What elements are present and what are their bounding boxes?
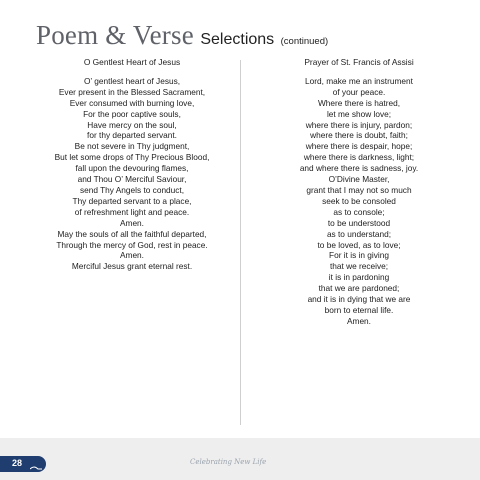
prayer-line: born to eternal life. <box>324 304 394 315</box>
prayer-line: and where there is sadness, joy. <box>299 163 419 174</box>
prayer-line: to be loved, as to love; <box>317 239 401 250</box>
poem-line: send Thy Angels to conduct, <box>79 184 185 195</box>
poem-line: Merciful Jesus grant eternal rest. <box>71 261 193 272</box>
prayer-line: where there is despair, hope; <box>305 141 413 152</box>
poem-line: Through the mercy of God, rest in peace. <box>56 239 208 250</box>
prayer-line: where there is darkness, light; <box>303 152 415 163</box>
prayer-line: to be understood <box>327 217 391 228</box>
poem-line: Be not severe in Thy judgment, <box>74 141 190 152</box>
prayer-line: where there is doubt, faith; <box>310 130 408 141</box>
left-poem-heading: O Gentlest Heart of Jesus <box>83 57 181 67</box>
poem-line: and Thou O’ Merciful Saviour, <box>77 174 187 185</box>
prayer-line: O’Divine Master, <box>328 174 390 185</box>
poem-line: of refreshment light and peace. <box>74 206 190 217</box>
poem-line: May the souls of all the faithful departed, <box>57 228 207 239</box>
right-prayer-body <box>254 76 464 327</box>
prayer-line: Lord, make me an instrument <box>305 75 413 86</box>
prayer-line: seek to be consoled <box>322 195 396 206</box>
prayer-line: it is in pardoning <box>328 272 390 283</box>
poem-line: for thy departed servant. <box>87 130 177 141</box>
prayer-line: that we receive; <box>329 261 389 272</box>
poem-line: fall upon the devouring flames, <box>75 163 189 174</box>
poem-line: Amen. <box>120 217 144 228</box>
poem-line: Thy departed servant to a place, <box>72 195 192 206</box>
poem-line: But let some drops of Thy Precious Blood, <box>54 152 210 163</box>
prayer-line: of your peace. <box>332 86 386 97</box>
left-poem-column <box>34 57 230 272</box>
continued-note: (continued) <box>280 36 329 47</box>
page-number: 28 <box>12 458 23 468</box>
brand-script-logo: Celebrating New Life <box>190 458 267 466</box>
poem-line: Ever consumed with burning love, <box>69 97 195 108</box>
column-divider <box>240 60 241 425</box>
right-prayer-heading: Prayer of St. Francis of Assisi <box>304 57 414 67</box>
prayer-line: as to understand; <box>326 228 392 239</box>
left-poem-body <box>34 76 230 272</box>
poem-line: Have mercy on the soul, <box>87 119 177 130</box>
prayer-line: that we are pardoned; <box>318 283 400 294</box>
prayer-line: For it is in giving <box>329 250 389 261</box>
poem-line: Ever present in the Blessed Sacrament, <box>58 86 206 97</box>
right-prayer-column <box>254 57 464 327</box>
poem-line: Amen. <box>120 250 144 261</box>
page-subtitle: Selections <box>200 31 275 48</box>
prayer-line: let me show love; <box>326 108 392 119</box>
prayer-line: and it is in dying that we are <box>307 294 411 305</box>
prayer-line: Amen. <box>347 315 371 326</box>
prayer-line: as to console; <box>333 206 385 217</box>
poem-line: O’ gentlest heart of Jesus, <box>83 75 181 86</box>
page-header <box>36 20 460 51</box>
arrow-icon <box>30 460 42 478</box>
page-number-tab <box>0 456 46 472</box>
prayer-line: Where there is hatred, <box>317 97 401 108</box>
prayer-line: where there is injury, pardon; <box>305 119 413 130</box>
page-footer <box>0 438 480 480</box>
poem-line: For the poor captive souls, <box>83 108 181 119</box>
page-title: Poem & Verse <box>36 20 194 50</box>
prayer-line: grant that I may not so much <box>306 184 412 195</box>
